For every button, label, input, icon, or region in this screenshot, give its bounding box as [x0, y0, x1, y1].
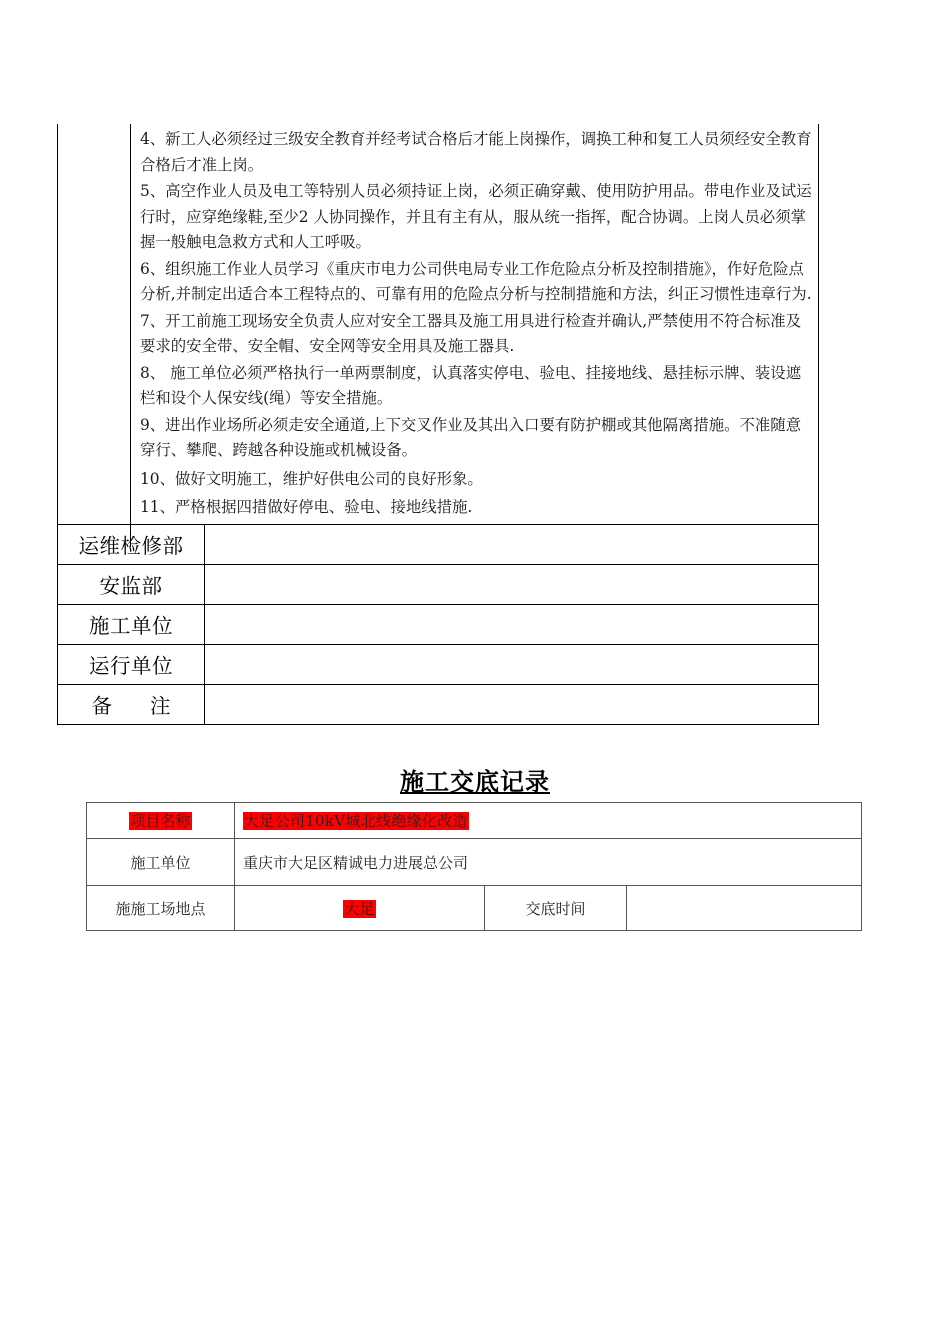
- site-value[interactable]: [235, 886, 485, 931]
- record-construction-unit-label: 施工单位: [87, 839, 235, 886]
- sign-row: [58, 644, 819, 684]
- safety-rules-cell: [58, 124, 819, 524]
- construction-unit-label: 施工单位: [58, 604, 205, 644]
- record-row: [87, 839, 862, 886]
- rule-item: 10、做好文明施工，维护好供电公司的良好形象。: [140, 469, 483, 488]
- project-name-label: [87, 803, 235, 839]
- remarks-value[interactable]: [205, 684, 819, 724]
- site-value-text: 大足: [344, 899, 375, 918]
- handover-record-table: [86, 802, 862, 931]
- remarks-char-2: 注: [150, 694, 171, 718]
- project-name-value[interactable]: [235, 803, 862, 839]
- rule-item: 11、严格根据四措做好停电、验电、接地线措施.: [140, 498, 473, 516]
- construction-unit-signature[interactable]: [205, 604, 819, 644]
- remarks-label: [58, 684, 205, 724]
- rule-item: 6、组织施工作业人员学习《重庆市电力公司供电局专业工作危险点分析及控制措施》，作好危险点分析,并制定出适合本工程特点的、可靠有用的危险点分析与控制措施和方法，纠正习惯性违章行为.: [140, 259, 812, 303]
- rule-item: 7、开工前施工现场安全负责人应对安全工器具及施工用具进行检查并确认,严禁使用不符合标准及要求的安全带、安全帽、安全网等安全用具及施工器具.: [140, 311, 802, 355]
- rule-item: 8、 施工单位必须严格执行一单两票制度，认真落实停电、验电、挂接地线、悬挂标示牌、装设遮栏和设个人保安线(绳）等安全措施。: [140, 363, 802, 407]
- sign-row: [58, 524, 819, 564]
- site-label: 施施工场地点: [87, 886, 235, 931]
- safety-supervision-label: 安监部: [58, 564, 205, 604]
- operation-unit-signature[interactable]: [205, 644, 819, 684]
- remarks-char-1: 备: [91, 694, 112, 718]
- rule-item: 4、新工人必须经过三级安全教育并经考试合格后才能上岗操作，调换工种和复工人员须经安全教育合格后才准上岗。: [140, 130, 812, 174]
- safety-measures-table: [57, 124, 819, 725]
- record-construction-unit-value[interactable]: 重庆市大足区精诚电力进展总公司: [235, 839, 862, 886]
- ops-maintenance-signature[interactable]: [205, 524, 819, 564]
- record-title: 施工交底记录: [400, 768, 550, 796]
- sign-row: [58, 564, 819, 604]
- project-name-label-text: 项目名称: [130, 812, 191, 830]
- record-row: [87, 886, 862, 931]
- project-name-value-text: 大足公司10kV城北线绝缘化改造: [244, 812, 468, 830]
- operation-unit-label: 运行单位: [58, 644, 205, 684]
- handover-time-label: 交底时间: [485, 886, 627, 931]
- record-row: [87, 803, 862, 839]
- sign-row: [58, 604, 819, 644]
- safety-supervision-signature[interactable]: [205, 564, 819, 604]
- ops-maintenance-label: 运维检修部: [58, 524, 205, 564]
- handover-time-value[interactable]: [627, 886, 862, 931]
- sign-row: [58, 684, 819, 724]
- rule-item: 9、进出作业场所必须走安全通道,上下交叉作业及其出入口要有防护棚或其他隔离措施。不准随意穿行、攀爬、跨越各种设施或机械设备。: [140, 415, 802, 459]
- rule-item: 5、高空作业人员及电工等特别人员必须持证上岗，必须正确穿戴、使用防护用品。带电作业及试运行时，应穿绝缘鞋,至少2 人协同操作，并且有主有从，服从统一指挥，配合协调。上岗人员必须掌握一般触电急救方式和人工呼吸。: [140, 182, 812, 251]
- rules-column-divider: [130, 124, 131, 547]
